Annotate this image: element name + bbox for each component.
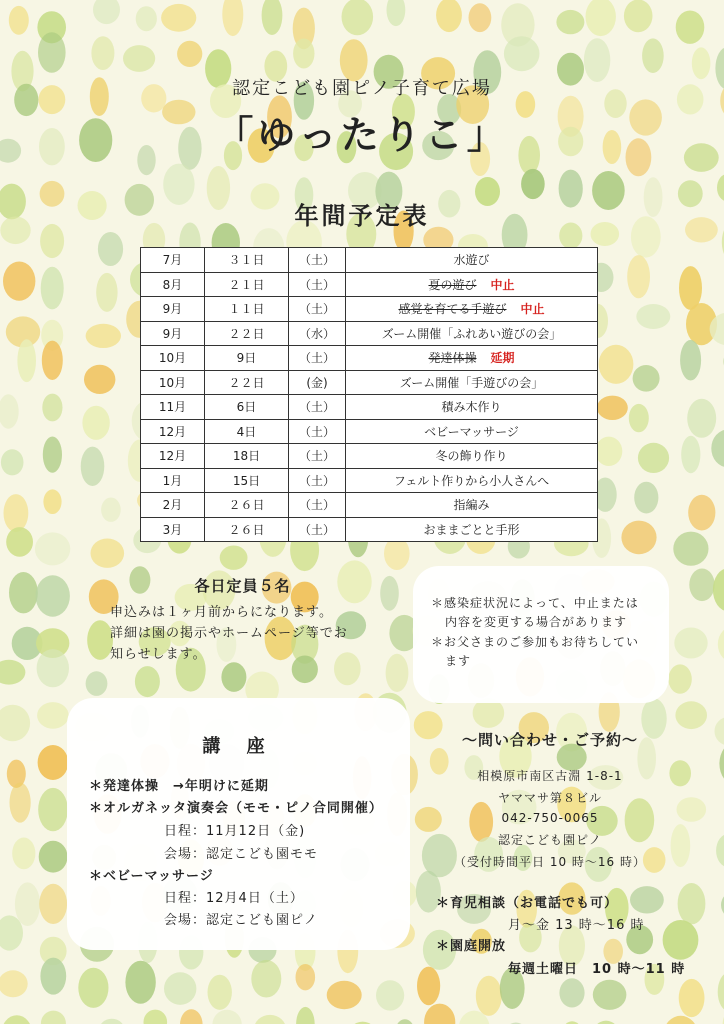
event-name: 冬の飾り作り bbox=[435, 449, 508, 464]
watercolor-dot bbox=[125, 961, 155, 1004]
subtitle: 認定こども園ピノ子育て広場 bbox=[232, 78, 492, 99]
watercolor-dot bbox=[504, 36, 540, 71]
watercolor-dot bbox=[39, 841, 68, 873]
watercolor-dot bbox=[221, 662, 246, 692]
weekday-cell: （土） bbox=[289, 468, 346, 493]
watercolor-dot bbox=[135, 666, 160, 697]
lecture-box bbox=[67, 698, 410, 950]
watercolor-dot bbox=[599, 345, 634, 384]
weekday-cell: （水） bbox=[289, 321, 346, 346]
watercolor-dot bbox=[6, 527, 33, 557]
watercolor-dot bbox=[634, 482, 658, 514]
event-name: 夏の遊び bbox=[428, 277, 477, 292]
weekday-cell: （土） bbox=[289, 444, 346, 469]
watercolor-dot bbox=[10, 783, 31, 823]
watercolor-dot bbox=[469, 3, 492, 32]
watercolor-dot bbox=[681, 436, 700, 473]
watercolor-dot bbox=[436, 0, 462, 32]
status-note: 中止 bbox=[490, 277, 515, 292]
watercolor-dot bbox=[673, 532, 708, 566]
event-cell bbox=[346, 395, 598, 420]
capacity-heading: 各日定員５名 bbox=[194, 577, 291, 595]
weekday-cell: （土） bbox=[289, 248, 346, 273]
watercolor-dot bbox=[91, 36, 114, 70]
watercolor-dot bbox=[86, 671, 108, 696]
contact-hours: （受付時間平日 10 時～16 時） bbox=[454, 855, 646, 869]
watercolor-dot bbox=[679, 266, 702, 310]
watercolor-dot bbox=[559, 978, 584, 1007]
schedule-row bbox=[141, 468, 598, 493]
watercolor-dot bbox=[715, 717, 724, 745]
watercolor-dot bbox=[597, 396, 628, 420]
event-cell bbox=[346, 346, 598, 371]
day-cell: 18日 bbox=[205, 444, 289, 469]
event-name: おままごとと手形 bbox=[423, 522, 520, 537]
watercolor-dot bbox=[521, 169, 545, 199]
day-cell: 4日 bbox=[205, 419, 289, 444]
contact-address: 相模原市南区古淵 1-8-1 bbox=[477, 769, 623, 783]
event-cell bbox=[346, 272, 598, 297]
status-note: 中止 bbox=[520, 302, 545, 317]
schedule-row bbox=[141, 297, 598, 322]
watercolor-dot bbox=[254, 1015, 286, 1024]
lecture-item: ＊ベビーマッサージ bbox=[89, 869, 214, 884]
lecture-detail: 会場：認定こども園モモ bbox=[164, 847, 319, 862]
notice-box bbox=[413, 566, 669, 703]
month-cell: 9月 bbox=[141, 321, 205, 346]
application-info bbox=[110, 602, 390, 665]
watercolor-dot bbox=[43, 437, 62, 473]
watercolor-dot bbox=[37, 702, 69, 729]
page-title: 「ゆったりこ」 bbox=[215, 113, 509, 157]
event-name: 発達体操 bbox=[428, 351, 477, 366]
garden-time: 毎週土曜日 10 時～11 時 bbox=[508, 962, 686, 977]
watercolor-dot bbox=[642, 38, 664, 73]
event-name: ズーム開催「手遊びの会」 bbox=[399, 375, 544, 390]
watercolor-dot bbox=[84, 365, 115, 394]
watercolor-dot bbox=[663, 920, 699, 960]
watercolor-dot bbox=[417, 967, 440, 1006]
month-cell: 12月 bbox=[141, 444, 205, 469]
watercolor-dot bbox=[718, 973, 724, 1012]
watercolor-dot bbox=[296, 964, 316, 990]
watercolor-dot bbox=[376, 980, 404, 1010]
month-cell: 11月 bbox=[141, 395, 205, 420]
watercolor-dot bbox=[621, 521, 656, 555]
watercolor-dot bbox=[78, 968, 108, 1008]
watercolor-dot bbox=[93, 0, 120, 24]
watercolor-dot bbox=[327, 981, 362, 1009]
schedule-row bbox=[141, 272, 598, 297]
watercolor-dot bbox=[394, 1019, 415, 1024]
watercolor-dot bbox=[586, 0, 616, 36]
schedule-row bbox=[141, 517, 598, 542]
event-name: 水遊び bbox=[453, 253, 490, 268]
month-cell: 1月 bbox=[141, 468, 205, 493]
event-name: フェルト作りから小人さんへ bbox=[393, 473, 550, 488]
watercolor-dot bbox=[35, 532, 70, 565]
schedule-row bbox=[141, 370, 598, 395]
watercolor-dot bbox=[38, 32, 66, 73]
watercolor-dot bbox=[3, 262, 35, 301]
watercolor-dot bbox=[82, 406, 109, 440]
day-cell: １１日 bbox=[205, 297, 289, 322]
lecture-item: ＊オルガネッタ演奏会（モモ・ピノ合同開催） bbox=[89, 801, 383, 816]
watercolor-dot bbox=[680, 340, 701, 381]
watercolor-dot bbox=[96, 273, 117, 312]
lecture-detail: 会場：認定こども園ピノ bbox=[164, 913, 318, 928]
watercolor-dot bbox=[591, 1021, 621, 1024]
watercolor-dot bbox=[208, 975, 232, 1010]
watercolor-dot bbox=[262, 0, 283, 35]
schedule-row bbox=[141, 346, 598, 371]
day-cell: ２２日 bbox=[205, 370, 289, 395]
month-cell: 9月 bbox=[141, 297, 205, 322]
notice-line: 内容を変更する場合があります bbox=[445, 615, 628, 629]
watercolor-dot bbox=[37, 649, 69, 687]
watercolor-dot bbox=[718, 625, 724, 663]
event-cell bbox=[346, 517, 598, 542]
month-cell: 7月 bbox=[141, 248, 205, 273]
month-cell: 8月 bbox=[141, 272, 205, 297]
watercolor-dot bbox=[15, 882, 40, 926]
day-cell: ２１日 bbox=[205, 272, 289, 297]
event-name: ズーム開催「ふれあい遊びの会」 bbox=[381, 326, 562, 341]
event-cell bbox=[346, 370, 598, 395]
lecture-item: ＊発達体操 →年明けに延期 bbox=[89, 779, 269, 794]
schedule-row bbox=[141, 493, 598, 518]
watercolor-dot bbox=[38, 745, 69, 780]
event-cell bbox=[346, 321, 598, 346]
watercolor-dot bbox=[4, 494, 29, 532]
event-cell bbox=[346, 444, 598, 469]
event-cell bbox=[346, 297, 598, 322]
watercolor-dot bbox=[593, 980, 627, 1010]
consult-heading: ＊育児相談（お電話でも可） bbox=[436, 896, 619, 911]
weekday-cell: （土） bbox=[289, 517, 346, 542]
watercolor-dot bbox=[630, 886, 664, 913]
watercolor-dot bbox=[40, 958, 66, 995]
watercolor-dot bbox=[81, 447, 105, 486]
event-cell bbox=[346, 248, 598, 273]
day-cell: 6日 bbox=[205, 395, 289, 420]
watercolor-dot bbox=[43, 489, 61, 514]
watercolor-dot bbox=[42, 394, 62, 422]
watercolor-dot bbox=[101, 498, 121, 522]
watercolor-dot bbox=[91, 539, 125, 568]
watercolor-dot bbox=[86, 324, 121, 348]
month-cell: 12月 bbox=[141, 419, 205, 444]
watercolor-dot bbox=[39, 884, 67, 924]
watercolor-dot bbox=[679, 979, 705, 1017]
watercolor-dot bbox=[633, 365, 660, 392]
watercolor-dot bbox=[638, 443, 669, 473]
watercolor-dot bbox=[296, 1007, 315, 1024]
watercolor-dot bbox=[42, 341, 63, 380]
lecture-detail: 日程：11月12日（金) bbox=[164, 824, 306, 839]
watercolor-dot bbox=[424, 1004, 455, 1024]
watercolor-dot bbox=[556, 10, 584, 34]
watercolor-dot bbox=[675, 701, 707, 729]
watercolor-dot bbox=[41, 1011, 66, 1024]
watercolor-dot bbox=[689, 569, 714, 602]
watercolor-dot bbox=[678, 883, 706, 924]
watercolor-dot bbox=[719, 742, 724, 785]
watercolor-dot bbox=[98, 232, 123, 266]
day-cell: 9日 bbox=[205, 346, 289, 371]
watercolor-dot bbox=[38, 788, 68, 831]
contact-heading: ～問い合わせ・ご予約～ bbox=[461, 731, 638, 749]
lecture-heading: 講 座 bbox=[202, 736, 275, 757]
day-cell: ２６日 bbox=[205, 493, 289, 518]
schedule-row bbox=[141, 321, 598, 346]
watercolor-dot bbox=[674, 628, 707, 659]
watercolor-dot bbox=[222, 0, 243, 36]
watercolor-dot bbox=[687, 399, 716, 438]
watercolor-dot bbox=[1, 449, 24, 475]
lecture-detail: 日程：12月4日（土） bbox=[164, 891, 304, 906]
watercolor-dot bbox=[41, 267, 64, 310]
notice-line: ＊感染症状況によって、中止または bbox=[431, 596, 639, 610]
weekday-cell: （土） bbox=[289, 297, 346, 322]
contact-name: 認定こども園ピノ bbox=[498, 833, 602, 847]
notice-line: ます bbox=[445, 654, 472, 668]
consult-time: 月～金 13 時～16 時 bbox=[508, 918, 645, 933]
weekday-cell: （土） bbox=[289, 419, 346, 444]
watercolor-dot bbox=[1, 1015, 32, 1024]
event-name: 指編み bbox=[453, 498, 490, 513]
month-cell: 10月 bbox=[141, 370, 205, 395]
watercolor-dot bbox=[144, 1010, 168, 1024]
watercolor-dot bbox=[629, 404, 649, 432]
event-cell bbox=[346, 419, 598, 444]
watercolor-dot bbox=[293, 39, 314, 69]
watercolor-dot bbox=[180, 1009, 203, 1024]
watercolor-dot bbox=[387, 0, 406, 26]
watercolor-dot bbox=[711, 430, 724, 468]
event-cell bbox=[346, 493, 598, 518]
garden-heading: ＊園庭開放 bbox=[436, 939, 507, 954]
weekday-cell: (金) bbox=[289, 370, 346, 395]
watercolor-dot bbox=[716, 834, 724, 867]
event-cell bbox=[346, 468, 598, 493]
month-cell: 10月 bbox=[141, 346, 205, 371]
application-line: 申込みは１ヶ月前からになります。 bbox=[110, 605, 333, 620]
weekday-cell: （土） bbox=[289, 395, 346, 420]
watercolor-dot bbox=[12, 838, 35, 870]
contact-phone: 042-750-0065 bbox=[501, 811, 599, 825]
schedule-row bbox=[141, 444, 598, 469]
watercolor-dot bbox=[595, 437, 622, 466]
day-cell: ２６日 bbox=[205, 517, 289, 542]
weekday-cell: （土） bbox=[289, 272, 346, 297]
month-cell: 3月 bbox=[141, 517, 205, 542]
watercolor-dot bbox=[0, 970, 28, 997]
watercolor-dot bbox=[220, 546, 248, 570]
watercolor-dot bbox=[342, 0, 374, 35]
watercolor-dot bbox=[0, 660, 25, 685]
watercolor-dot bbox=[161, 4, 196, 32]
watercolor-dot bbox=[0, 394, 19, 428]
schedule-row bbox=[141, 419, 598, 444]
status-note: 延期 bbox=[490, 351, 515, 366]
application-line: 知らせします。 bbox=[110, 647, 207, 662]
watercolor-dot bbox=[636, 304, 670, 329]
watercolor-dot bbox=[17, 339, 36, 382]
notice-line: ＊お父さまのご参加もお待ちしてい bbox=[431, 635, 640, 649]
contact-building: ヤママサ第８ビル bbox=[497, 791, 602, 805]
watercolor-dot bbox=[0, 705, 30, 742]
watercolor-dot bbox=[136, 6, 157, 31]
schedule-row bbox=[141, 248, 598, 273]
watercolor-dot bbox=[251, 960, 281, 998]
watercolor-dot bbox=[676, 11, 705, 44]
day-cell: ３１日 bbox=[205, 248, 289, 273]
day-cell: 15日 bbox=[205, 468, 289, 493]
schedule-heading: 年間予定表 bbox=[294, 202, 430, 230]
month-cell: 2月 bbox=[141, 493, 205, 518]
watercolor-dot bbox=[624, 0, 653, 32]
watercolor-dot bbox=[9, 6, 29, 35]
watercolor-dot bbox=[627, 255, 650, 298]
event-name: 感覚を育てる手遊び bbox=[398, 302, 507, 317]
watercolor-dot bbox=[177, 41, 202, 67]
weekday-cell: （土） bbox=[289, 346, 346, 371]
watercolor-dot bbox=[713, 568, 724, 611]
event-name: 積み木作り bbox=[441, 400, 502, 415]
schedule-table bbox=[140, 247, 598, 542]
watercolor-dot bbox=[212, 1010, 241, 1024]
event-name: ベビーマッサージ bbox=[424, 424, 519, 439]
watercolor-dot bbox=[476, 976, 502, 1016]
watercolor-dot bbox=[123, 45, 155, 72]
weekday-cell: （土） bbox=[289, 493, 346, 518]
day-cell: ２２日 bbox=[205, 321, 289, 346]
application-line: 詳細は園の掲示やホームページ等でお bbox=[110, 626, 348, 641]
schedule-row bbox=[141, 395, 598, 420]
watercolor-dot bbox=[688, 495, 715, 531]
watercolor-dot bbox=[99, 1019, 125, 1024]
watercolor-dot bbox=[164, 972, 196, 1005]
